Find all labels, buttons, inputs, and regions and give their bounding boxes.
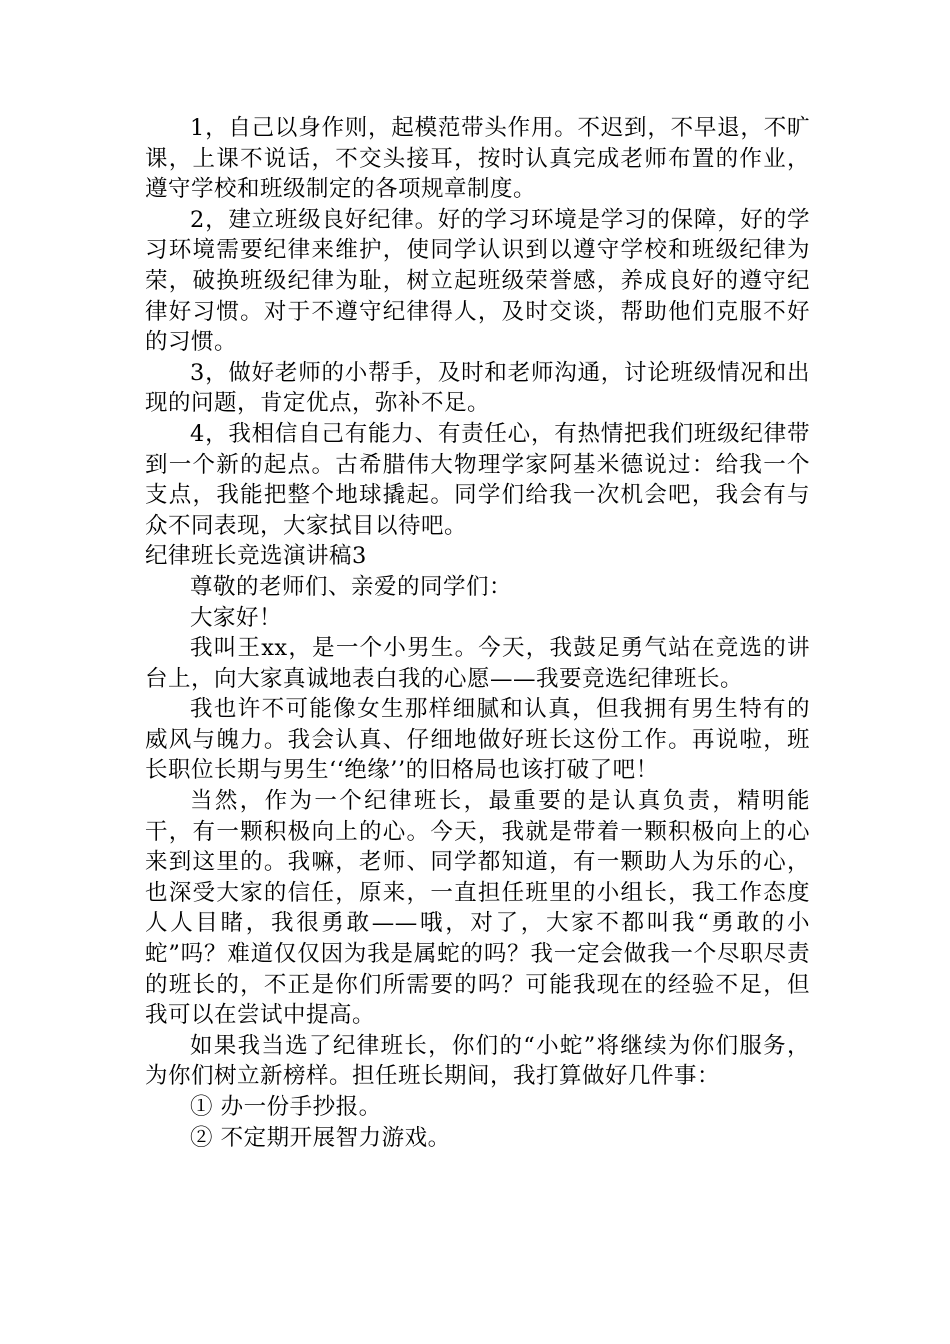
list-item-2: ② 不定期开展智力游戏。: [190, 1124, 451, 1151]
section-heading: 纪律班长竞选演讲稿3: [145, 543, 367, 570]
paragraph-rule-1: 1，自己以身作则，起模范带头作用。不迟到，不早退，不旷课，上课不说话，不交头接耳，按时认真完成老师布置的作业，遵守学校和班级制定的各项规章制度。: [145, 115, 810, 203]
paragraph-boys: 我也许不可能像女生那样细腻和认真，但我拥有男生特有的威风与魄力。我会认真、仔细地做好班长这份工作。再说啦，班长职位长期与男生‘‘绝缘’’的旧格局也该打破了吧！: [145, 696, 810, 784]
document-body: [145, 113, 810, 1153]
paragraph-rule-2: 2，建立班级良好纪律。好的学习环境是学习的保障，好的学习环境需要纪律来维护，使同学认识到以遵守学校和班级纪律为荣，破换班级纪律为耻，树立起班级荣誉感，养成良好的遵守纪律好习惯。对于不遵守纪律得人，及时交谈，帮助他们克服不好的习惯。: [145, 206, 810, 356]
paragraph-rule-3: 3，做好老师的小帮手，及时和老师沟通，讨论班级情况和出现的问题，肯定优点，弥补不足。: [145, 359, 810, 417]
paragraph-rule-4: 4，我相信自己有能力、有责任心，有热情把我们班级纪律带到一个新的起点。古希腊伟大物理学家阿基米德说过：给我一个支点，我能把整个地球撬起。同学们给我一次机会吧，我会有与众不同表现，大家拭目以待吧。: [145, 420, 810, 539]
paragraph-responsibility: 当然，作为一个纪律班长，最重要的是认真负责，精明能干，有一颗积极向上的心。今天，我就是带着一颗积极向上的心来到这里的。我嘛，老师、同学都知道，有一颗助人为乐的心，也深受大家的信任，原来，一直担任班里的小组长，我工作态度人人目睹，我很勇敢——哦，对了，大家不都叫我“勇敢的小蛇”吗？难道仅仅因为我是属蛇的吗？我一定会做我一个尽职尽责的班长的，不正是你们所需要的吗？可能我现在的经验不足，但我可以在尝试中提高。: [145, 788, 810, 1029]
greeting: 大家好！: [190, 604, 283, 631]
paragraph-intro: 我叫王xx，是一个小男生。今天，我鼓足勇气站在竞选的讲台上，向大家真诚地表白我的心愿——我要竞选纪律班长。: [145, 635, 810, 692]
paragraph-plan: 如果我当选了纪律班长，你们的“小蛇”将继续为你们服务，为你们树立新榜样。担任班长期间，我打算做好几件事：: [145, 1032, 810, 1090]
list-item-1: ① 办一份手抄报。: [190, 1094, 382, 1120]
salutation: 尊敬的老师们、亲爱的同学们：: [190, 573, 513, 600]
